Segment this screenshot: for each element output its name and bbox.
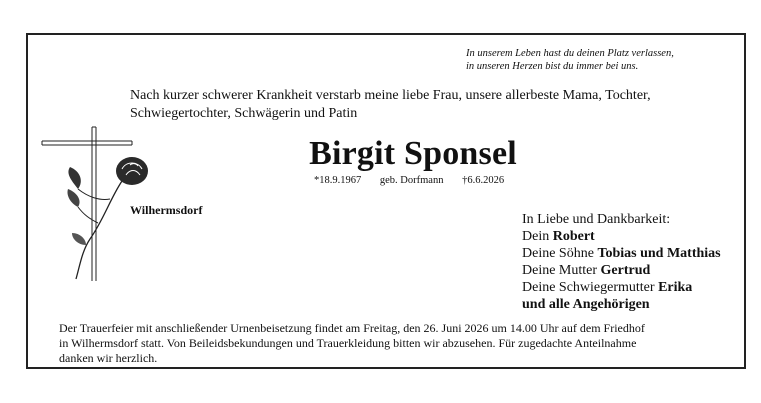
deceased-name-text: Birgit Sponsel: [309, 135, 517, 172]
maiden-name: geb. Dorfmann: [379, 175, 444, 186]
family-line-name: Tobias und Matthias: [597, 246, 721, 261]
life-dates: [314, 175, 520, 186]
quote-line-2: in unseren Herzen bist du immer bei uns.: [466, 61, 639, 72]
deceased-name: [28, 135, 748, 173]
memorial-quote: [466, 47, 726, 73]
family-line-sons: [522, 245, 721, 262]
family-line-name: Erika: [658, 280, 693, 295]
footer-line-3: danken wir herzlich.: [59, 351, 158, 365]
footer-line-1: Der Trauerfeier mit anschließender Urnenbeisetzung findet am Freitag, den 26. Juni 2026 um 14.00 Uhr auf dem Friedhof: [59, 321, 645, 335]
town-name: Wilhermsdorf: [130, 203, 203, 217]
obituary-frame: [26, 33, 746, 369]
family-line-name: und alle Angehörigen: [522, 297, 650, 312]
intro-text: [130, 87, 690, 123]
family-line-prefix: Dein: [522, 229, 553, 244]
family-line-mother: [522, 262, 721, 279]
family-line-name: Robert: [552, 229, 595, 244]
footer-line-2: in Wilhermsdorf statt. Von Beileidsbekundungen und Trauerkleidung bitten wir abzusehen. Für zugedachte Anteilnahme: [59, 336, 637, 350]
family-signatures: [522, 211, 721, 313]
family-line-name: Gertrud: [600, 263, 651, 278]
family-line-husband: [522, 228, 721, 245]
birth-date: *18.9.1967: [314, 175, 362, 186]
intro-line-1: Nach kurzer schwerer Krankheit verstarb meine liebe Frau, unsere allerbeste Mama, Tochter,: [130, 88, 651, 103]
family-line-mother-in-law: [522, 279, 721, 296]
family-line-prefix: Deine Schwiegermutter: [522, 280, 659, 295]
death-date: †6.6.2026: [462, 175, 505, 186]
family-intro: In Liebe und Dankbarkeit:: [522, 212, 671, 227]
family-line-relatives: [522, 296, 721, 313]
family-line-prefix: Deine Söhne: [522, 246, 598, 261]
funeral-notice: [59, 321, 729, 366]
intro-line-2: Schwiegertochter, Schwägerin und Patin: [130, 106, 358, 121]
family-line-prefix: Deine Mutter: [522, 263, 601, 278]
quote-line-1: In unserem Leben hast du deinen Platz verlassen,: [466, 48, 674, 59]
